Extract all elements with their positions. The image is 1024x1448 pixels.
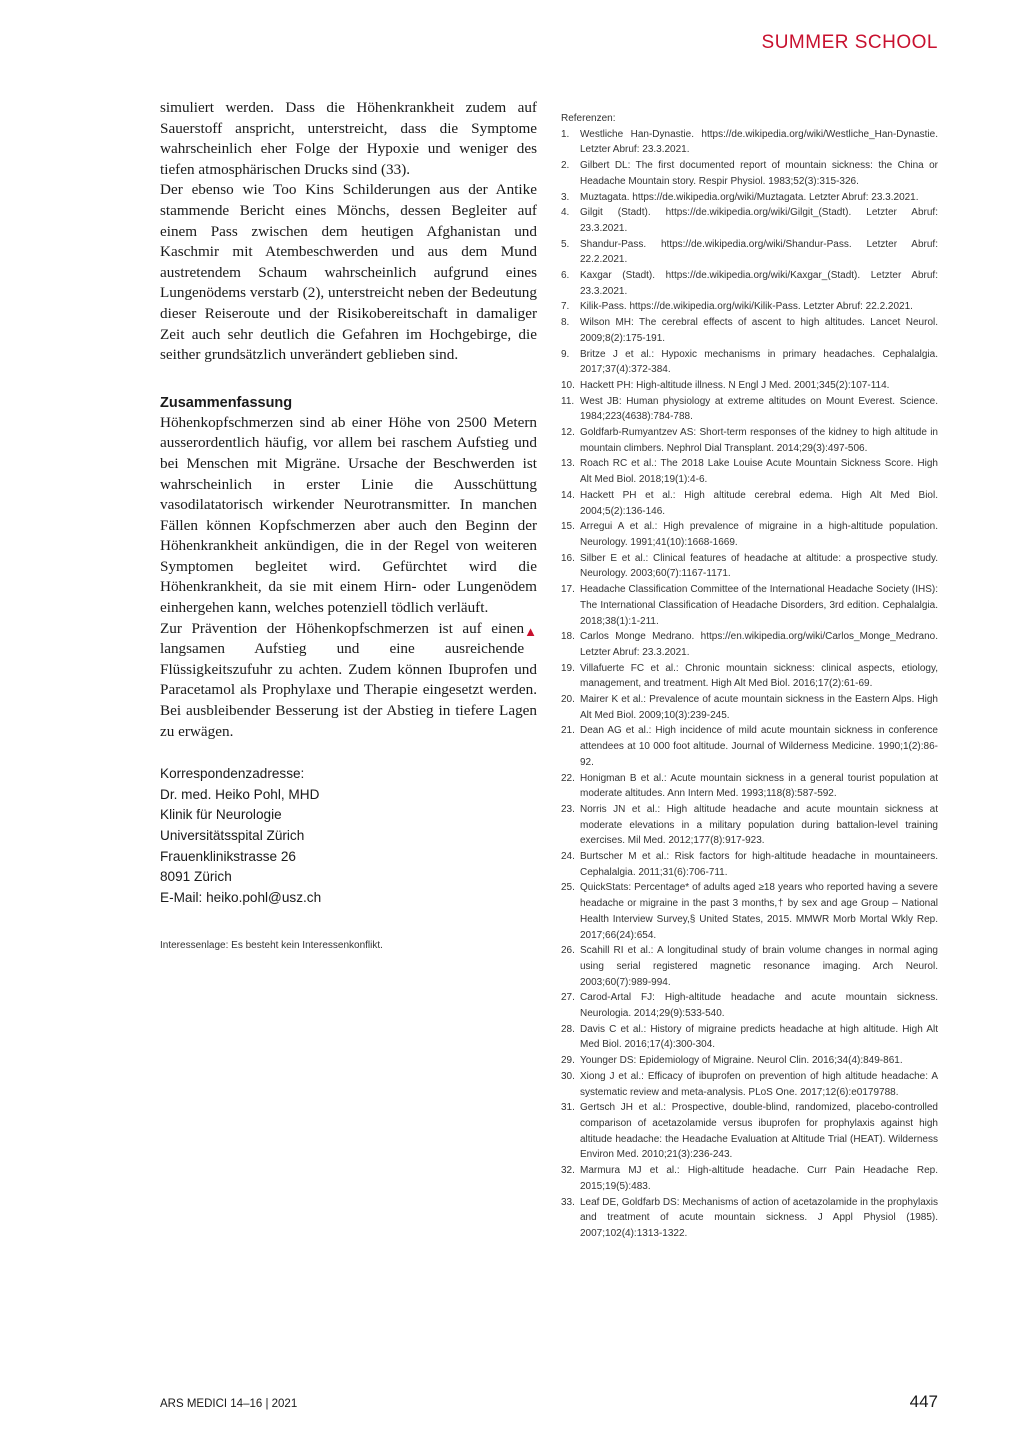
section-title: SUMMER SCHOOL: [761, 32, 938, 53]
reference-text: Hackett PH et al.: High altitude cerebral edema. High Alt Med Biol. 2004;5(2):136-146.: [580, 489, 938, 517]
reference-number: 21.: [561, 725, 575, 737]
reference-number: 13.: [561, 458, 575, 470]
reference-text: Gilgit (Stadt). https://de.wikipedia.org/wiki/Gilgit_(Stadt). Letzter Abruf: 23.3.2021.: [580, 207, 938, 234]
reference-number: 28.: [561, 1023, 575, 1035]
reference-number: 12.: [561, 427, 575, 439]
reference-item: [561, 488, 938, 519]
reference-number: 15.: [561, 521, 575, 533]
reference-text: Dean AG et al.: High incidence of mild acute mountain sickness in conference attendees at 10 000 foot altitude. Journal of Wilderness Medicine. 1990;1(2):86-92.: [580, 725, 938, 768]
reference-item: [561, 551, 938, 582]
reference-text: Scahill RI et al.: A longitudinal study of brain volume changes in normal aging using serial registered magnetic resonance imaging. Arch Neurol. 2003;60(7):989-994.: [580, 945, 938, 988]
reference-text: Marmura MJ et al.: High-altitude headache. Curr Pain Headache Rep. 2015;19(5):483.: [580, 1165, 938, 1192]
reference-number: 9.: [561, 348, 570, 360]
contact-street: Frauenklinikstrasse 26: [160, 848, 296, 864]
reference-item: [561, 1053, 938, 1069]
reference-text: Younger DS: Epidemiology of Migraine. Neurol Clin. 2016;34(4):849-861.: [580, 1055, 903, 1067]
reference-text: Davis C et al.: History of migraine predicts headache at high altitude. High Alt Med Biol. 2016;17(4):300-304.: [580, 1023, 938, 1051]
reference-number: 4.: [561, 207, 570, 219]
reference-text: Shandur-Pass. https://de.wikipedia.org/wiki/Shandur-Pass. Letzter Abruf: 22.2.2021.: [580, 238, 938, 266]
reference-number: 23.: [561, 803, 575, 815]
conflict-of-interest-statement: Interessenlage: Es besteht kein Interessenkonflikt.: [160, 940, 383, 952]
reference-number: 31.: [561, 1102, 575, 1114]
reference-text: Britze J et al.: Hypoxic mechanisms in primary headaches. Cephalalgia. 2017;37(4):372-384.: [580, 348, 938, 376]
body-paragraph: simuliert werden. Dass die Höhenkrankheit zudem auf Sauerstoff anspricht, unterstreicht, dass die Symptome wahrscheinlich eher Folge der Hypoxie und weniger des tiefen atmosphärischen Drucks sind (33).: [160, 99, 537, 178]
references-column: [561, 111, 938, 1242]
body-paragraph: Der ebenso wie Too Kins Schilderungen aus der Antike stammende Bericht eines Mönchs, dessen Begleiter auf einem Pass zwischen dem heutigen Afghanistan und Kaschmir mit Atembeschwerden und aus dem Mund austretendem Schaum wahrscheinlich aufgrund eines Lungenödems verstarb (2), unterstreicht neben der Bedeutung dieser Reiseroute und der Risikobereitschaft in damaliger Zeit auch sehr deutlich die Gefahren im Hochgebirge, die seither grundsätzlich unverändert geblieben sind.: [160, 181, 537, 364]
reference-text: Goldfarb-Rumyantzev AS: Short-term responses of the kidney to high altitude in mountain climbers. Nephrol Dial Transplant. 2014;29(3):497-506.: [580, 427, 938, 454]
reference-text: Wilson MH: The cerebral effects of ascent to high altitudes. Lancet Neurol. 2009;8(2):175-191.: [580, 317, 938, 344]
reference-text: Burtscher M et al.: Risk factors for high-altitude headache in mountaineers. Cephalalgia. 2011;31(6):706-711.: [580, 851, 938, 878]
reference-item: [561, 378, 938, 394]
correspondence-address: [160, 764, 537, 908]
reference-item: [561, 1195, 938, 1242]
reference-item: [561, 347, 938, 378]
end-marker-icon: ▲: [524, 623, 537, 639]
reference-text: Kaxgar (Stadt). https://de.wikipedia.org/wiki/Kaxgar_(Stadt). Letzter Abruf: 23.3.2021.: [580, 270, 938, 297]
reference-number: 25.: [561, 882, 575, 894]
reference-item: [561, 629, 938, 660]
reference-text: Mairer K et al.: Prevalence of acute mountain sickness in the Eastern Alps. High Alt Med Biol. 2009;10(3):239-245.: [580, 694, 938, 721]
reference-item: [561, 1022, 938, 1053]
reference-number: 5.: [561, 238, 570, 250]
reference-item: [561, 299, 938, 315]
reference-item: [561, 190, 938, 206]
reference-item: [561, 1163, 938, 1194]
reference-item: [561, 394, 938, 425]
contact-hospital: Universitätsspital Zürich: [160, 828, 305, 843]
reference-number: 29.: [561, 1055, 575, 1067]
reference-text: Westliche Han-Dynastie. https://de.wikipedia.org/wiki/Westliche_Han-Dynastie. Letzter Abruf: 23.3.2021.: [580, 128, 938, 156]
summary-heading: Zusammenfassung: [160, 394, 293, 411]
reference-text: Muztagata. https://de.wikipedia.org/wiki/Muztagata. Letzter Abruf: 23.3.2021.: [580, 191, 919, 203]
reference-number: 22.: [561, 772, 575, 784]
reference-number: 18.: [561, 631, 575, 643]
reference-number: 20.: [561, 694, 575, 706]
reference-number: 7.: [561, 301, 570, 313]
reference-text: Leaf DE, Goldfarb DS: Mechanisms of action of acetazolamide in the prophylaxis and treatment of acute mountain sickness. J Appl Physiol (1985). 2007;102(4):1313-1322.: [580, 1196, 938, 1239]
reference-item: [561, 802, 938, 849]
reference-number: 1.: [561, 128, 570, 140]
reference-item: [561, 158, 938, 189]
main-text-column: [160, 98, 537, 951]
reference-number: 27.: [561, 992, 575, 1004]
reference-text: Gertsch JH et al.: Prospective, double-blind, randomized, placebo-controlled comparison of acetazolamide versus ibuprofen for prophylaxis against high altitude headache: the Headache Evaluation at Altitude Trial (HEAT). Wilderness Environ Med. 2010;21(3):236-243.: [580, 1102, 938, 1161]
reference-item: [561, 582, 938, 629]
reference-number: 17.: [561, 584, 575, 596]
reference-text: Silber E et al.: Clinical features of headache at altitude: a prospective study. Neurology. 2003;60(7):1167-1171.: [580, 552, 938, 580]
summary-paragraph: [160, 619, 537, 743]
reference-number: 2.: [561, 160, 570, 172]
body-text: [160, 98, 537, 366]
reference-text: Gilbert DL: The first documented report of mountain sickness: the China or Headache Mountain story. Respir Physiol. 1983;52(3):315-326.: [580, 160, 938, 187]
reference-number: 30.: [561, 1070, 575, 1082]
reference-list: [561, 127, 938, 1242]
reference-item: [561, 990, 938, 1021]
reference-number: 10.: [561, 379, 575, 391]
reference-text: West JB: Human physiology at extreme altitudes on Mount Everest. Science. 1984;223(4638):784-788.: [580, 395, 938, 423]
reference-item: [561, 425, 938, 456]
reference-number: 6.: [561, 270, 570, 282]
reference-item: [561, 849, 938, 880]
reference-item: [561, 723, 938, 770]
reference-item: [561, 268, 938, 299]
contact-email: E-Mail: heiko.pohl@usz.ch: [160, 889, 322, 905]
reference-number: 14.: [561, 489, 575, 501]
summary-text: [160, 413, 537, 743]
reference-number: 16.: [561, 552, 575, 564]
reference-text: Villafuerte FC et al.: Chronic mountain sickness: clinical aspects, etiology, management, and treatment. High Alt Med Biol. 2016;17(2):61-69.: [580, 662, 938, 690]
reference-item: [561, 456, 938, 487]
reference-number: 8.: [561, 317, 570, 329]
reference-item: [561, 315, 938, 346]
reference-item: [561, 880, 938, 943]
reference-number: 19.: [561, 662, 575, 674]
page-number: 447: [909, 1392, 938, 1411]
reference-text: Carod-Artal FJ: High-altitude headache and acute mountain sickness. Neurologia. 2014;29(9):533-540.: [580, 992, 938, 1020]
reference-text: Norris JN et al.: High altitude headache and acute mountain sickness at moderate elevations in a military population during battalion-level training exercises. Mil Med. 2012;177(8):917-923.: [580, 803, 938, 847]
reference-text: Headache Classification Committee of the International Headache Society (IHS): The International Classification of Headache Disorders, 3rd edition. Cephalalgia. 2018;38(1):1-211.: [580, 584, 938, 627]
reference-item: [561, 661, 938, 692]
reference-number: 33.: [561, 1196, 575, 1208]
reference-number: 3.: [561, 191, 570, 203]
reference-number: 24.: [561, 851, 575, 863]
reference-text: QuickStats: Percentage* of adults aged ≥18 years who reported having a severe headache or migraine in the past 3 months,† by sex and age Group – National Health Interview Survey,§ United States, 2015. MMWR Morb Mortal Wkly Rep. 2017;66(24):654.: [580, 882, 938, 941]
reference-text: Kilik-Pass. https://de.wikipedia.org/wiki/Kilik-Pass. Letzter Abruf: 22.2.2021.: [580, 301, 913, 313]
footer-journal: ARS MEDICI 14–16 | 2021: [160, 1398, 298, 1410]
reference-text: Xiong J et al.: Efficacy of ibuprofen on prevention of high altitude headache: A systematic review and meta-analysis. PLoS One. 2017;12(6):e0179788.: [580, 1070, 938, 1098]
reference-number: 11.: [561, 395, 575, 407]
reference-item: [561, 1069, 938, 1100]
contact-city: 8091 Zürich: [160, 869, 232, 885]
reference-item: [561, 692, 938, 723]
contact-name: Dr. med. Heiko Pohl, MHD: [160, 786, 320, 802]
reference-item: [561, 519, 938, 550]
contact-label: Korrespondenzadresse:: [160, 766, 305, 782]
reference-number: 32.: [561, 1165, 575, 1177]
reference-text: Arregui A et al.: High prevalence of migraine in a high-altitude population. Neurology. 1991;41(10):1668-1669.: [580, 521, 938, 548]
reference-text: Hackett PH: High-altitude illness. N Engl J Med. 2001;345(2):107-114.: [580, 379, 890, 391]
reference-item: [561, 127, 938, 158]
summary-paragraph-text: Zur Prävention der Höhenkopfschmerzen ist auf einen langsamen Aufstieg und eine ausreichende Flüssigkeitszufuhr zu achten. Zudem können Ibuprofen und Paracetamol als Prophylaxe und Therapie eingesetzt werden. Bei ausbleibender Besserung ist der Abstieg in tiefere Lagen zu erwägen.: [160, 619, 537, 740]
reference-item: [561, 943, 938, 990]
summary-paragraph: Höhenkopfschmerzen sind ab einer Höhe von 2500 Metern ausserordentlich häufig, vor allem bei raschem Aufstieg und bei Menschen mit Migräne. Ursache der Beschwerden ist wahrscheinlich in erster Linie die Ausschüttung vasodilatatorisch wirkender Neurotransmitter. In manchen Fällen können Kopfschmerzen aber auch den Beginn der Höhenkrankheit ankündigen, die in der Regel von weiteren Symptomen begleitet wird. Gefürchtet wird die Höhenkrankheit, da sie mit einem Hirn- oder Lungenödem einhergehen kann, welches potenziell tödlich verläuft.: [160, 413, 537, 617]
references-label: Referenzen:: [561, 113, 616, 124]
reference-item: [561, 1100, 938, 1163]
reference-item: [561, 771, 938, 802]
reference-text: Roach RC et al.: The 2018 Lake Louise Acute Mountain Sickness Score. High Alt Med Biol. 2018;19(1):4-6.: [580, 458, 938, 486]
reference-number: 26.: [561, 945, 575, 957]
reference-item: [561, 237, 938, 268]
reference-item: [561, 205, 938, 236]
contact-department: Klinik für Neurologie: [160, 807, 282, 823]
reference-text: Honigman B et al.: Acute mountain sickness in a general tourist population at moderate altitudes. Ann Intern Med. 1993;118(8):587-592.: [580, 772, 938, 800]
reference-text: Carlos Monge Medrano. https://en.wikipedia.org/wiki/Carlos_Monge_Medrano. Letzter Abruf: 23.3.2021.: [580, 631, 938, 658]
